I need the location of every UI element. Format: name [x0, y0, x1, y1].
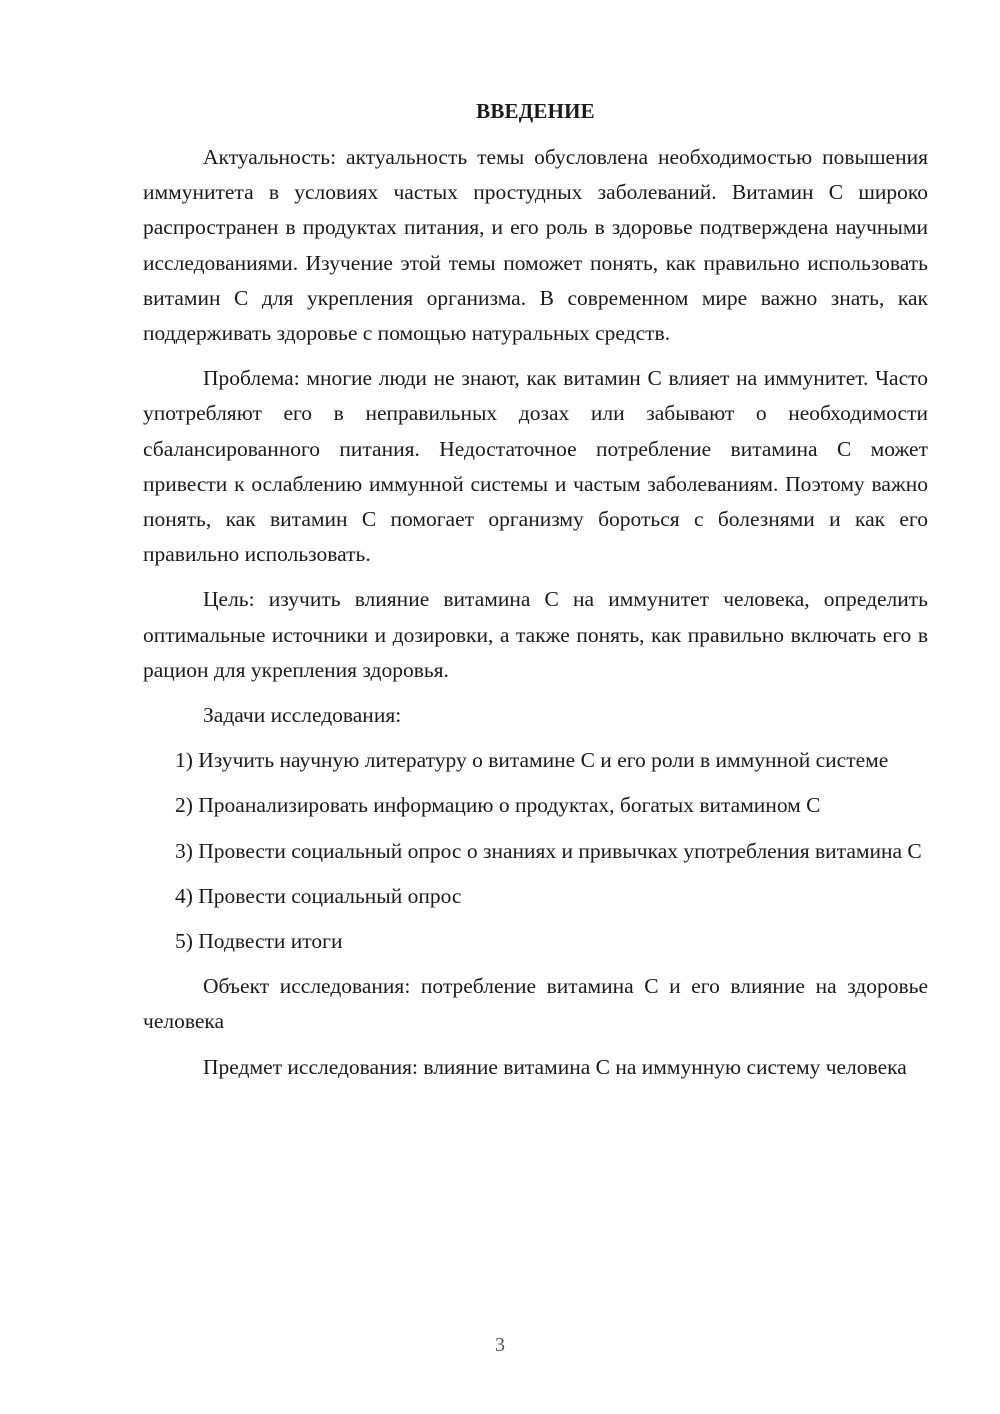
- page-title: ВВЕДЕНИЕ: [476, 99, 595, 123]
- list-item: 1) Изучить научную литературу о витамине С и его роли в иммунной системе: [175, 748, 889, 773]
- list-item: 3) Провести социальный опрос о знаниях и привычках употребления витамина С: [175, 838, 922, 863]
- list-item: 2) Проанализировать информацию о продуктах, богатых витамином С: [175, 793, 821, 818]
- page-number: 3: [495, 1334, 505, 1356]
- list-item: 4) Провести социальный опрос: [175, 883, 462, 908]
- object-paragraph: Объект исследования: потребление витамина С и его влияние на здоровье человека: [143, 974, 928, 1034]
- subject-paragraph: Предмет исследования: влияние витамина С на иммунную систему человека: [203, 1054, 907, 1079]
- relevance-paragraph: Актуальность: актуальность темы обусловлена необходимостью повышения иммунитета в условиях частых простудных заболеваний. Витамин С широко распространен в продуктах питания, и его роль в здоровье подтверждена научными исследованиями. Изучение этой темы поможет понять, как правильно использовать витамин С для укрепления организма. В современном мире важно знать, как поддерживать здоровье с помощью натуральных средств.: [143, 145, 928, 346]
- document-page: [143, 94, 928, 1095]
- goal-paragraph: Цель: изучить влияние витамина С на иммунитет человека, определить оптимальные источники и дозировки, а также понять, как правильно включать его в рацион для укрепления здоровья.: [143, 587, 928, 682]
- list-item: 5) Подвести итоги: [175, 929, 343, 954]
- tasks-heading: Задачи исследования:: [203, 703, 402, 728]
- problem-paragraph: Проблема: многие люди не знают, как витамин С влияет на иммунитет. Часто употребляют его в неправильных дозах или забывают о необходимости сбалансированного питания. Недостаточное потребление витамина С может привести к ослаблению иммунной системы и частым заболеваниям. Поэтому важно понять, как витамин С помогает организму бороться с болезнями и как его правильно использовать.: [143, 366, 928, 567]
- tasks-list: [143, 743, 928, 959]
